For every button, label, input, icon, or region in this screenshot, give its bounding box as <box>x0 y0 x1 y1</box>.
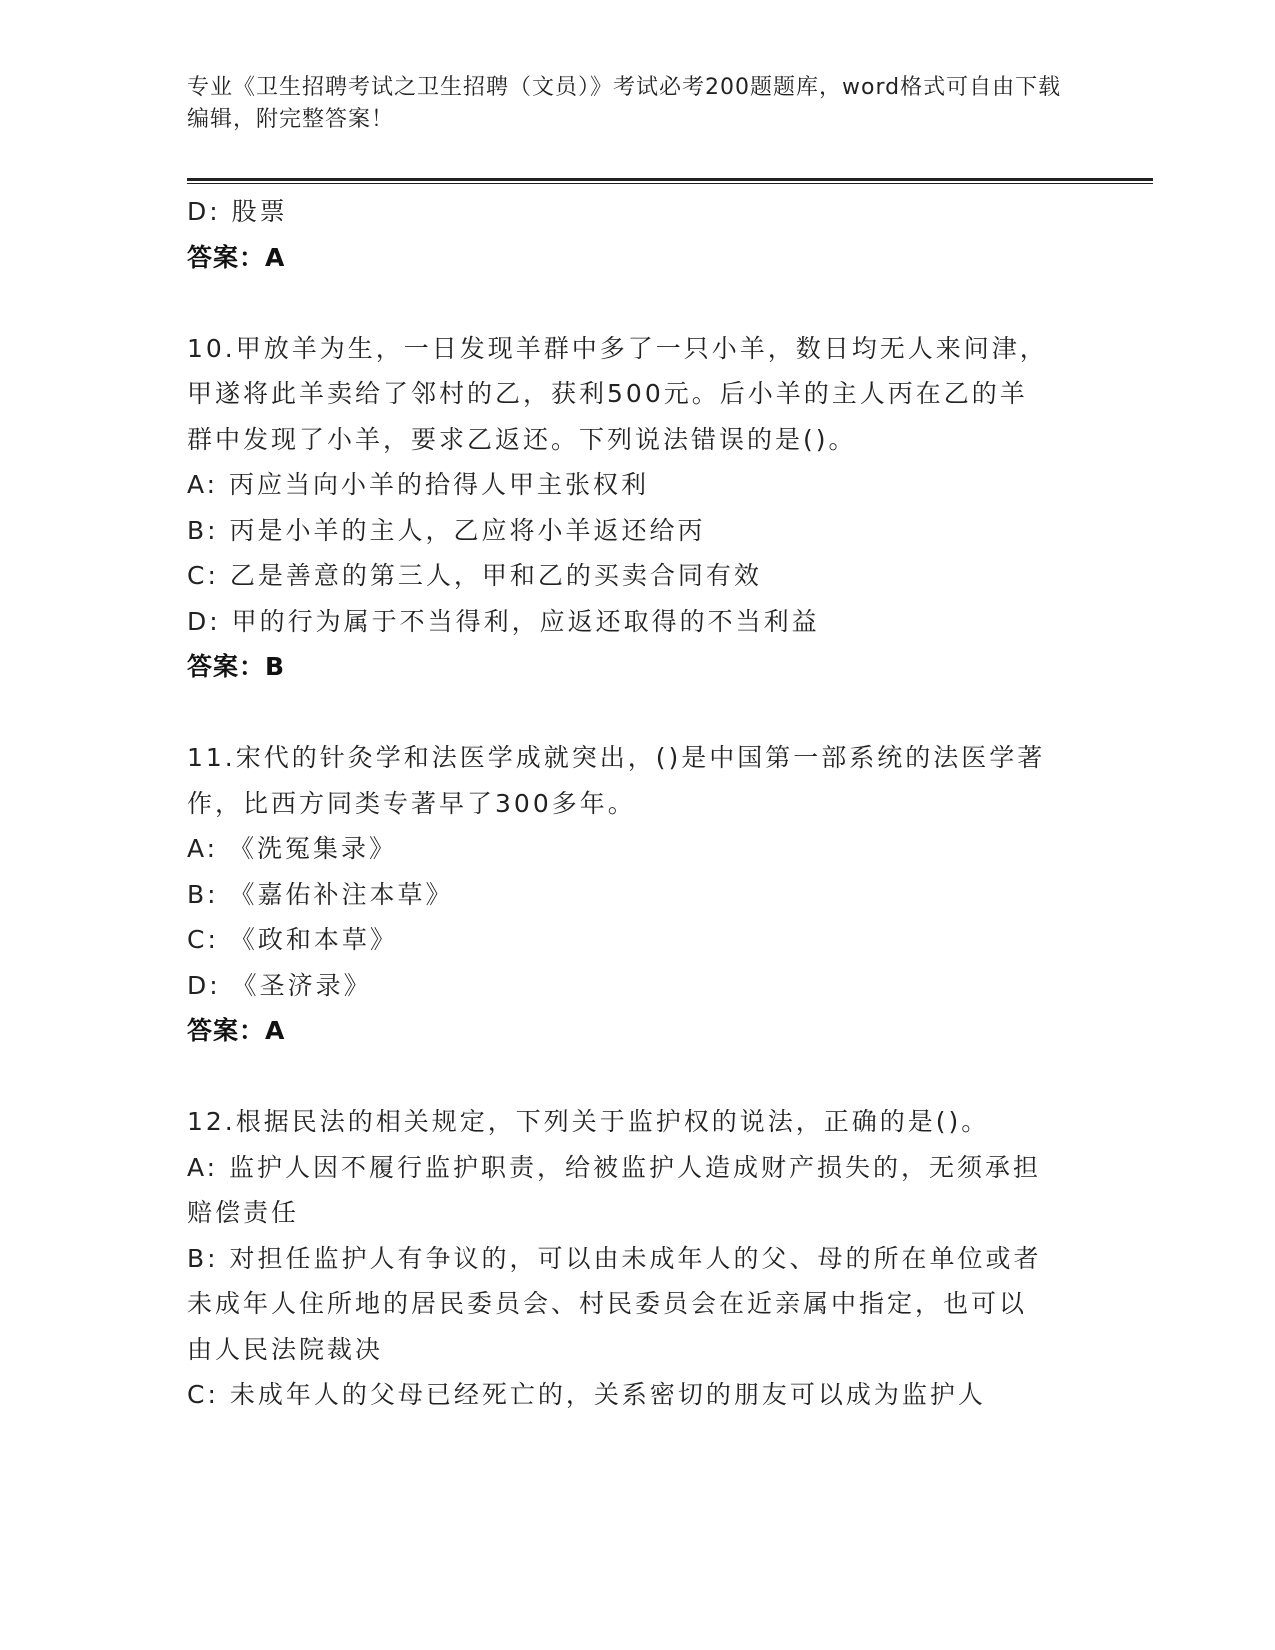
question-stem-line: 10.甲放羊为生，一日发现羊群中多了一只小羊，数日均无人来问津， <box>187 333 1048 363</box>
option-c: C: 《政和本草》 <box>187 925 398 954</box>
question-stem-line: 11.宋代的针灸学和法医学成就突出，()是中国第一部系统的法医学著 <box>187 743 1046 772</box>
option-b-continued: 未成年人住所地的居民委员会、村民委员会在近亲属中指定，也可以 <box>187 1289 1028 1318</box>
question-content <box>187 189 1087 1418</box>
question-spacer <box>187 690 1087 736</box>
option-d: D: 《圣济录》 <box>187 970 372 1000</box>
option-a: A: 《洗冤集录》 <box>187 834 398 863</box>
answer-label: 答案：A <box>187 1016 286 1045</box>
prev-answer: 答案：A <box>187 242 286 272</box>
option-c: C: 未成年人的父母已经死亡的，关系密切的朋友可以成为监护人 <box>187 1380 986 1409</box>
question-stem-line: 作，比西方同类专著早了300多年。 <box>187 788 636 818</box>
option-a: A: 丙应当向小羊的拾得人甲主张权利 <box>187 470 650 499</box>
option-b-continued: 由人民法院裁决 <box>187 1334 384 1364</box>
question-11 <box>187 735 1087 1054</box>
question-stem-line: 甲遂将此羊卖给了邻村的乙，获利500元。后小羊的主人丙在乙的羊 <box>187 379 1028 408</box>
document-header-note: 专业《卫生招聘考试之卫生招聘（文员）》考试必考200题题库，word格式可自由下载编辑，附完整答案！ <box>187 75 1062 132</box>
answer-label: 答案：B <box>187 652 286 681</box>
option-c: C: 乙是善意的第三人，甲和乙的买卖合同有效 <box>187 561 762 590</box>
option-a-continued: 赔偿责任 <box>187 1198 300 1227</box>
option-b: B: 丙是小羊的主人，乙应将小羊返还给丙 <box>187 515 706 545</box>
question-stem-line: 群中发现了小羊，要求乙返还。下列说法错误的是()。 <box>187 424 857 454</box>
header-divider-thick <box>187 178 1153 181</box>
header-divider-thin <box>187 183 1153 184</box>
question-spacer <box>187 1054 1087 1100</box>
option-b: B: 对担任监护人有争议的，可以由未成年人的父、母的所在单位或者 <box>187 1243 1042 1273</box>
option-b: B: 《嘉佑补注本草》 <box>187 879 454 909</box>
question-spacer <box>187 280 1087 326</box>
prev-option-d: D: 股票 <box>187 197 288 226</box>
question-12 <box>187 1099 1087 1418</box>
question-10 <box>187 326 1087 690</box>
option-a: A: 监护人因不履行监护职责，给被监护人造成财产损失的，无须承担 <box>187 1152 1042 1182</box>
question-stem-line: 12.根据民法的相关规定，下列关于监护权的说法，正确的是()。 <box>187 1107 990 1136</box>
option-d: D: 甲的行为属于不当得利，应返还取得的不当利益 <box>187 606 820 636</box>
